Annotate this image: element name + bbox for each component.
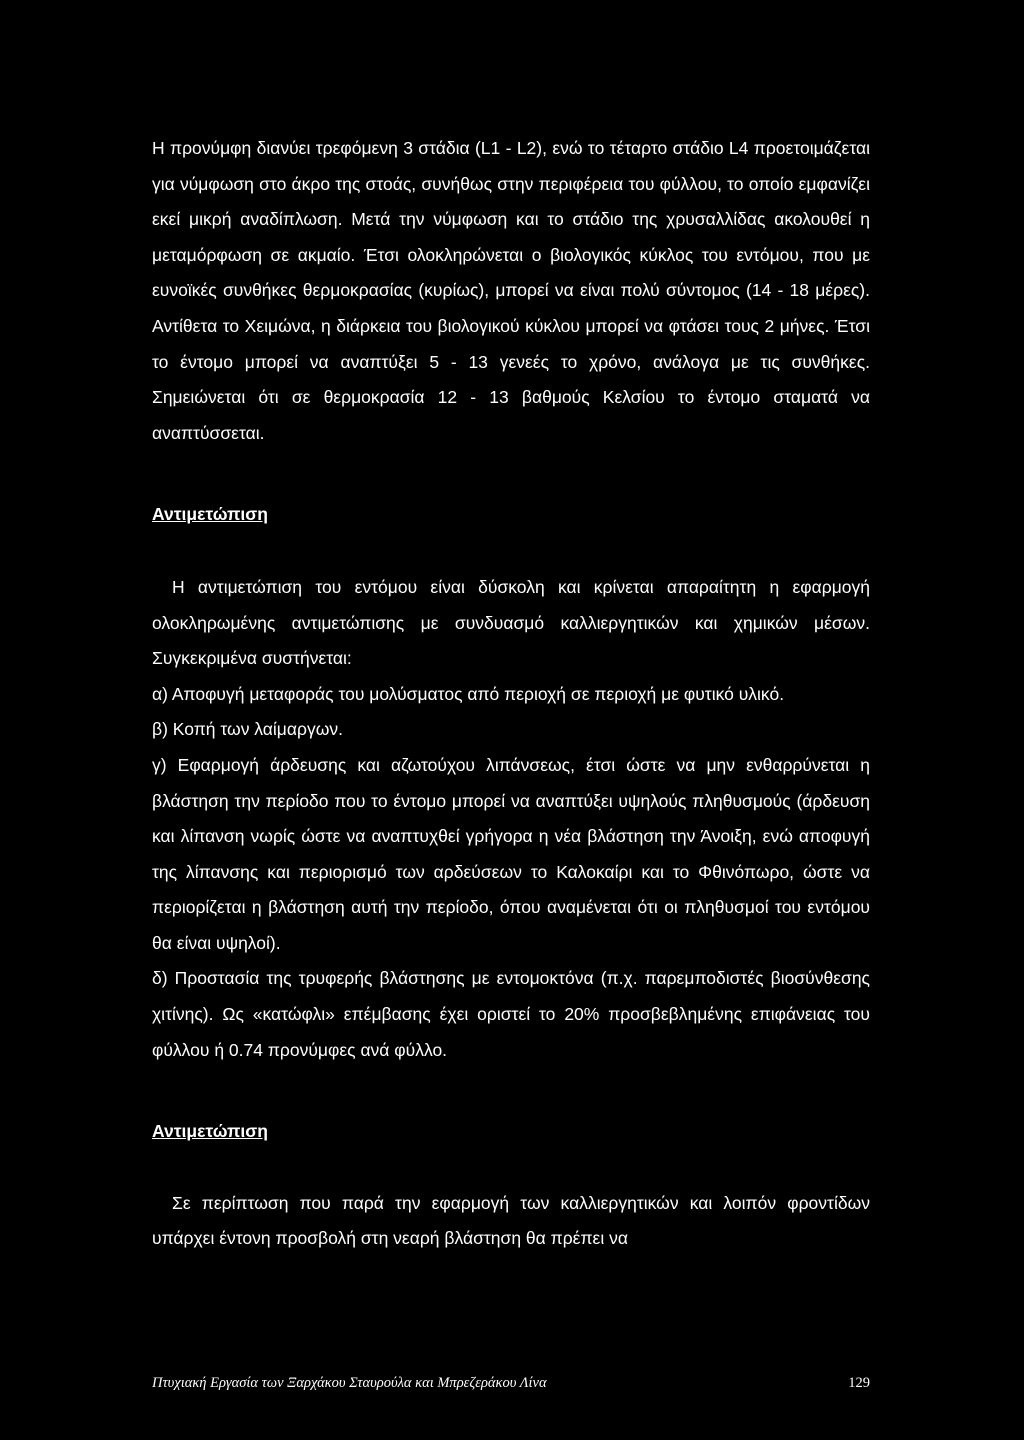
intro-paragraph: Η προνύμφη διανύει τρεφόμενη 3 στάδια (L1 - L2), ενώ το τέταρτο στάδιο L4 προετοιμάζεται για νύμφωση στο άκρο της στοάς, συνήθως στην περιφέρεια του φύλλου, το οποίο εμφανίζει εκεί μικρή αναδίπλωση. Μετά την νύμφωση και το στάδιο της χρυσαλλίδας ακολουθεί η μεταμόρφωση σε ακμαίο. Έτσι ολοκληρώνεται ο βιολογικός κύκλος του εντόμου, που με ευνοϊκές συνθήκες θερμοκρασίας (κυρίως), μπορεί να είναι πολύ σύντομος (14 - 18 μέρες). Αντίθετα το Χειμώνα, η διάρκεια του βιολογικού κύκλου μπορεί να φτάσει τους 2 μήνες. Έτσι το έντομο μπορεί να αναπτύξει 5 - 13 γενεές το χρόνο, ανάλογα με τις συνθήκες. Σημειώνεται ότι σε θερμοκρασία 12 - 13 βαθμούς Κελσίου το έντομο σταματά να αναπτύσσεται. [152, 138, 870, 443]
treatment-paragraph-2: Σε περίπτωση που παρά την εφαρμογή των καλλιεργητικών και λοιπόν φροντίδων υπάρχει έντονη προσβολή στη νεαρή βλάστηση θα πρέπει να [152, 1192, 870, 1249]
treatment-item-d: δ) Προστασία της τρυφερής βλάστησης με εντομοκτόνα (π.χ. παρεμποδιστές βιοσύνθεσης χιτίνης). Ως «κατώφλι» επέμβασης έχει οριστεί το 20% προσβεβλημένης επιφάνειας του φύλλου ή 0.74 προνύμφες ανά φύλλο. [152, 968, 870, 1060]
document-page [152, 131, 870, 1257]
treatment-item-b: β) Κοπή των λαίμαργων. [152, 719, 343, 740]
section-heading-treatment-1: Αντιμετώπιση [152, 504, 268, 525]
footer-citation: Πτυχιακή Εργασία των Ξαρχάκου Σταυρούλα και Μπρεζεράκου Λίνα [152, 1375, 547, 1391]
treatment-item-c: γ) Εφαρμογή άρδευσης και αζωτούχου λιπάνσεως, έτσι ώστε να μην ενθαρρύνεται η βλάστηση την περίοδο που το έντομο μπορεί να αναπτύξει υψηλούς πληθυσμούς (άρδευση και λίπανση νωρίς ώστε να αναπτυχθεί γρήγορα η νέα βλάστηση την Άνοιξη, ενώ αποφυγή της λίπανσης και περιορισμό των αρδεύσεων το Καλοκαίρι και το Φθινόπωρο, ώστε να περιορίζεται η βλάστηση αυτή την περίοδο, όπου αναμένεται ότι οι πληθυσμοί του εντόμου θα είναι υψηλοί). [152, 754, 870, 953]
page-footer [152, 1375, 870, 1392]
treatment-paragraph: Η αντιμετώπιση του εντόμου είναι δύσκολη και κρίνεται απαραίτητη η εφαρμογή ολοκληρωμένης αντιμετώπισης με συνδυασμό καλλιεργητικών και χημικών μέσων. Συγκεκριμένα συστήνεται: [152, 576, 870, 669]
section-heading-treatment-2: Αντιμετώπιση [152, 1121, 268, 1142]
treatment-item-a: α) Αποφυγή μεταφοράς του μολύσματος από περιοχή σε περιοχή με φυτικό υλικό. [152, 683, 785, 704]
page-number: 129 [848, 1375, 870, 1391]
